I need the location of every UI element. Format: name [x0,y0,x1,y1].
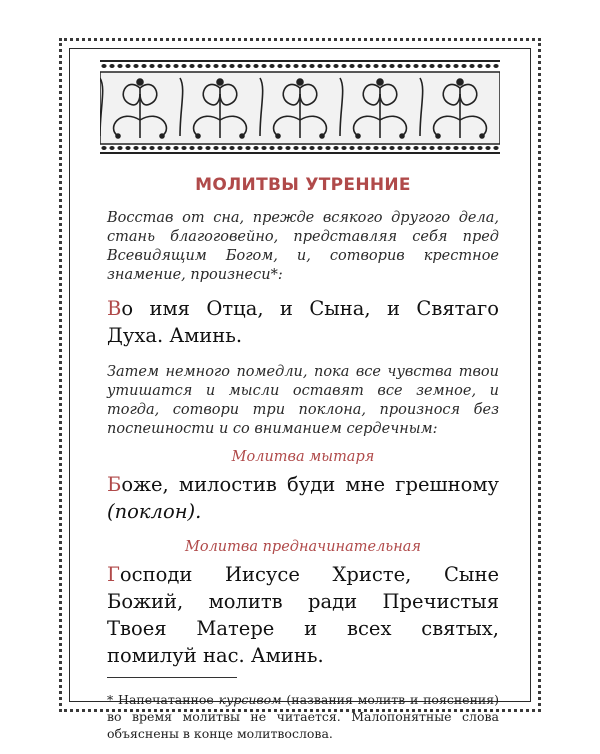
prayer-text: осподи Иисусе Христе, Сыне Божий, молитв ради Пречистыя Твоея Матере и всех святых, помилуй нас. Аминь. [107,563,499,667]
ornamental-header-band [100,58,500,158]
prayer-sign-of-cross [107,295,499,349]
prayer-initial [107,561,499,669]
prayer-note: (поклон). [107,500,202,523]
drop-initial: Г [107,563,120,586]
drop-initial: Б [107,473,122,496]
prayer-publican [107,471,499,525]
prayer-text: о имя Отца, и Сына, и Святаго Духа. Аминь. [107,297,499,347]
subtitle-initial-prayer: Молитва предначинательная [185,539,421,555]
intro-rubric: Восстав от сна, прежде всякого другого дела, стань благоговейно, представляя себя пред Всевидящим Богом, и, сотворив крестное знамение, произнеси*: [107,210,499,283]
footnote-divider [107,677,237,678]
page-content [107,175,499,754]
prayer-text: оже, милостив буди мне грешному [121,473,499,496]
subtitle-publican: Молитва мытаря [231,449,375,465]
footnote [107,691,499,742]
drop-initial: В [107,297,122,320]
footnote-italic: курсивом [218,691,282,707]
rubric-prostrations: Затем немного помедли, пока все чувства твои утишатся и мысли оставят все земное, и тогда, сотвори три поклона, произнося без поспешности и со вниманием сердечным: [107,364,499,437]
page-title: МОЛИТВЫ УТРЕННИЕ [195,175,411,195]
footnote-rest: (названия молитв и пояснения) во время молитвы не читается. Малопонятные слова объяснены в конце молитвослова. [107,691,499,741]
footnote-star: * Напечатанное [107,691,219,707]
